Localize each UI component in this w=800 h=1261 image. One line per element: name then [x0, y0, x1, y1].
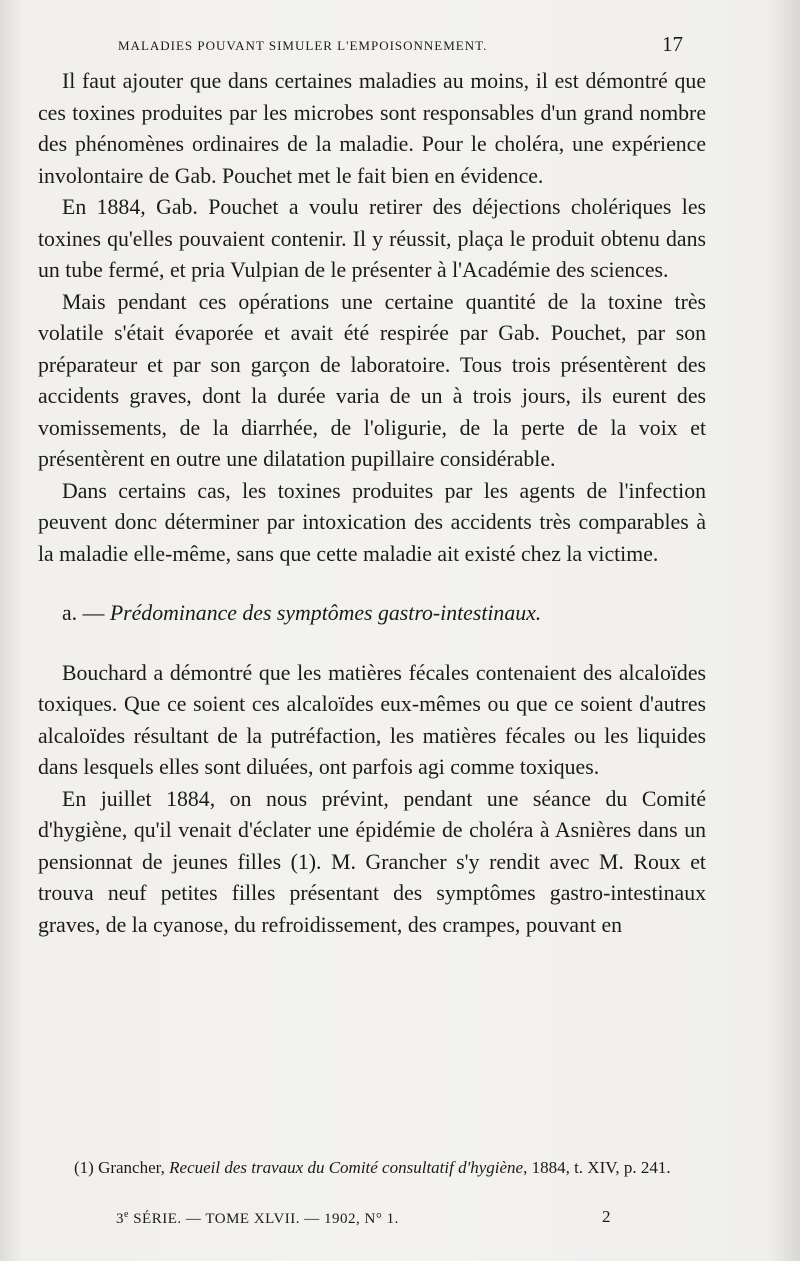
paragraph: En 1884, Gab. Pouchet a voulu retirer des déjections cholériques les toxines qu'elles pouvaient contenir. Il y réussit, plaça le produit obtenu dans un tube fermé, et pria Vulpian de le présenter à l'Académie des sciences.	[38, 195, 706, 282]
section-marker: a. —	[62, 601, 105, 625]
paragraph: Dans certains cas, les toxines produites par les agents de l'infection peuvent donc déterminer par intoxication des accidents très comparables à la maladie elle-même, sans que cette maladie ait existé chez la victime.	[38, 478, 706, 566]
paragraph: Il faut ajouter que dans certaines maladies au moins, il est démontré que ces toxines produites par les microbes sont responsables d'un grand nombre des phénomènes ordinaires de la maladie. Pour le choléra, une expérience involontaire de Gab. Pouchet met le fait bien en évidence.	[38, 69, 706, 188]
page-header	[118, 32, 683, 60]
footnote	[60, 1156, 711, 1180]
running-title: MALADIES POUVANT SIMULER L'EMPOISONNEMENT.	[118, 38, 488, 53]
signature-line	[116, 1209, 616, 1228]
series-suffix: e	[124, 1209, 129, 1220]
paragraph: Bouchard a démontré que les matières fécales contenaient des alcaloïdes toxiques. Que ce soient ces alcaloïdes eux-mêmes ou que ce soient d'autres alcaloïdes résultant de la putréfaction, les matières fécales ou les liquides dans lesquels elles sont diluées, ont parfois agi comme toxiques.	[38, 660, 706, 779]
footnote-title: Recueil des travaux du Comité consultatif d'hygiène	[169, 1158, 524, 1177]
footnote-tail: , 1884, t. XIV, p. 241.	[523, 1158, 671, 1177]
series-number: 3	[116, 1211, 124, 1227]
section-heading	[38, 598, 706, 630]
series-info: SÉRIE. — TOME XLVII. — 1902, N° 1.	[133, 1211, 399, 1227]
section-heading-text: Prédominance des symptômes gastro-intestinaux.	[109, 601, 542, 625]
paragraph: En juillet 1884, on nous prévint, pendant une séance du Comité d'hygiène, qu'il venait d'éclater une épidémie de choléra à Asnières dans un pensionnat de jeunes filles (1). M. Grancher s'y rendit avec M. Roux et trouva neuf petites filles présentant des symptômes gastro-intestinaux graves, de la cyanose, du refroidissement, des crampes, pouvant en	[38, 786, 706, 937]
footnote-lead: (1) Grancher,	[74, 1158, 165, 1177]
body-text	[38, 66, 706, 941]
paragraph: Mais pendant ces opérations une certaine quantité de la toxine très volatile s'était évaporée et avait été respirée par Gab. Pouchet, par son préparateur et par son garçon de laboratoire. Tous trois présentèrent des accidents graves, dont la durée varia de un à trois jours, ils eurent des vomissements, de la diarrhée, de l'oligurie, de la perte de la voix et présentèrent en outre une dilatation pupillaire considérable.	[38, 289, 706, 471]
page-number: 17	[662, 32, 683, 56]
signature-mark: 2	[602, 1207, 611, 1226]
